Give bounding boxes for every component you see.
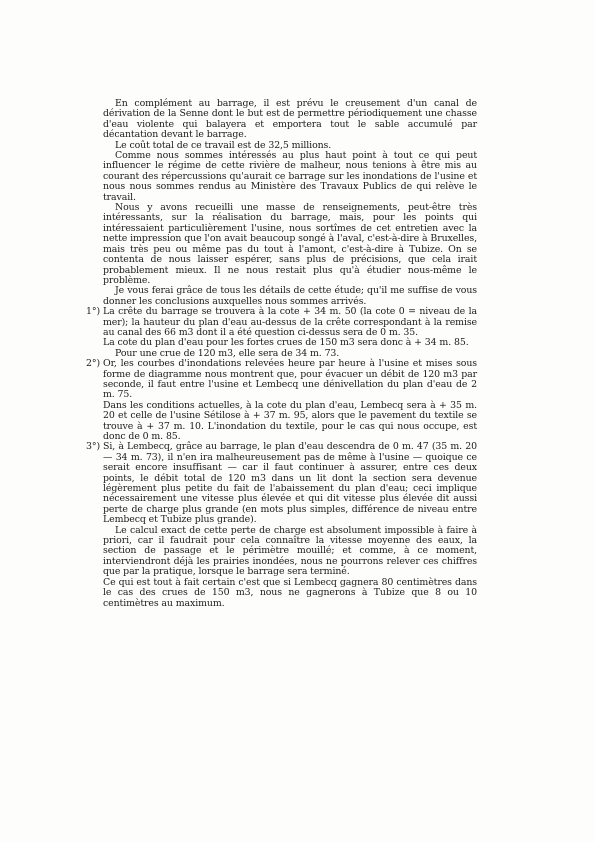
body-text [86,98,477,609]
paragraph-cost: Le coût total de ce travail est de 32,5 millions. [115,139,332,151]
list-item-3 [86,441,477,609]
paragraph-information: Nous y avons recueilli une masse de renseignements, peut-être très intéressants, sur la réalisation du barrage, mais, pour les points qui intéressaient particulièrement l'usine, nous sortîmes de cet entretien avec la nette impression que l'on avait beaucoup songé à l'aval, c'est-à-dire à Bruxelles, mais très peu ou même pas du tout à l'amont, c'est-à-dire à Tubize. On se contenta de nous laisser espérer, sans plus de précisions, que cela irait probablement mieux. Il ne nous restait plus qu'à étudier nous-même le problème. [103,202,477,286]
paragraph-ministry: Comme nous sommes intéressés au plus haut point à tout ce qui peut influencer le régime de cette rivière de malheur, nous tenions à être mis au courant des répercussions qu'aurait ce barrage sur les inondations de l'usine et nous nous sommes rendus au Ministère des Travaux Publics de qui relève le travail. [103,150,477,203]
paragraph-conclusions-intro: Je vous ferai grâce de tous les détails de cette étude; qu'il me suffise de vous donner les conclusions auxquelles nous sommes arrivés. [103,285,477,307]
item-3-text-2: Le calcul exact de cette perte de charge est absolument impossible à faire à priori, car il faudrait pour cela connaître la vitesse moyenne des eaux, la section de passage et le périmètre mouillé; et comme, à ce moment, interviendront déjà les prairies inondées, nous ne pourrons relever ces chiffres que par la pratique, lorsque le barrage sera terminé. [103,524,477,578]
item-1-text-1: La crête du barrage se trouvera à la cote + 34 m. 50 (la cote 0 = niveau de la mer); la hauteur du plan d'eau au-dessus de la crête correspondant à la remise au canal des 66 m3 dont il a été question ci-dessus sera de 0 m. 35. [103,306,477,338]
item-1-text-2: La cote du plan d'eau pour les fortes crues de 150 m3 sera donc à + 34 m. 85. [103,337,469,349]
item-3-text-1: Si, à Lembecq, grâce au barrage, le plan d'eau descendra de 0 m. 47 (35 m. 20 — 34 m. 73), il n'en ira malheureusement pas de même à l'usine — quoique ce serait encore insuffisant — car il faut continuer à assurer, entre ces deux points, le débit total de 120 m3 dans un lit dont la section sera devenue légèrement plus petite du fait de l'abaissement du plan d'eau; ceci implique nécessairement une vitesse plus élevée et qui dit vitesse plus élevée dit aussi perte de charge plus grande (en mots plus simples, différence de niveau entre Lembecq et Tubize plus grande). [103,441,477,526]
item-number: 3°) [86,441,101,453]
paragraph-canal: En complément au barrage, il est prévu le creusement d'un canal de dérivation de la Senne dont le but est de permettre périodiquement une chasse d'eau violente qui balayera et emportera tout le sable accumulé par décantation devant le barrage. [103,98,477,141]
item-2-text-2: Dans les conditions actuelles, à la cote du plan d'eau, Lembecq sera à + 35 m. 20 et celle de l'usine Sétilose à + 37 m. 95, alors que le pavement du textile se trouve à + 37 m. 10. L'inondation du textile, pour le cas qui nous occupe, est donc de 0 m. 85. [103,399,477,442]
list-item-1 [86,306,477,359]
item-2-text-1: Or, les courbes d'inondations relevées heure par heure à l'usine et mises sous forme de diagramme nous montrent que, pour évacuer un débit de 120 m3 par seconde, il faut entre l'usine et Lembecq une dénivellation du plan d'eau de 2 m. 75. [103,358,477,401]
item-number: 2°) [86,358,101,370]
item-number: 1°) [86,306,101,318]
item-1-text-3: Pour une crue de 120 m3, elle sera de 34 m. 73. [115,347,340,359]
list-item-2 [86,358,477,442]
item-3-text-3: Ce qui est tout à fait certain c'est que si Lembecq gagnera 80 centimètres dans le cas des crues de 150 m3, nous ne gagnerons à Tubize que 8 ou 10 centimètres au maximum. [103,576,477,609]
